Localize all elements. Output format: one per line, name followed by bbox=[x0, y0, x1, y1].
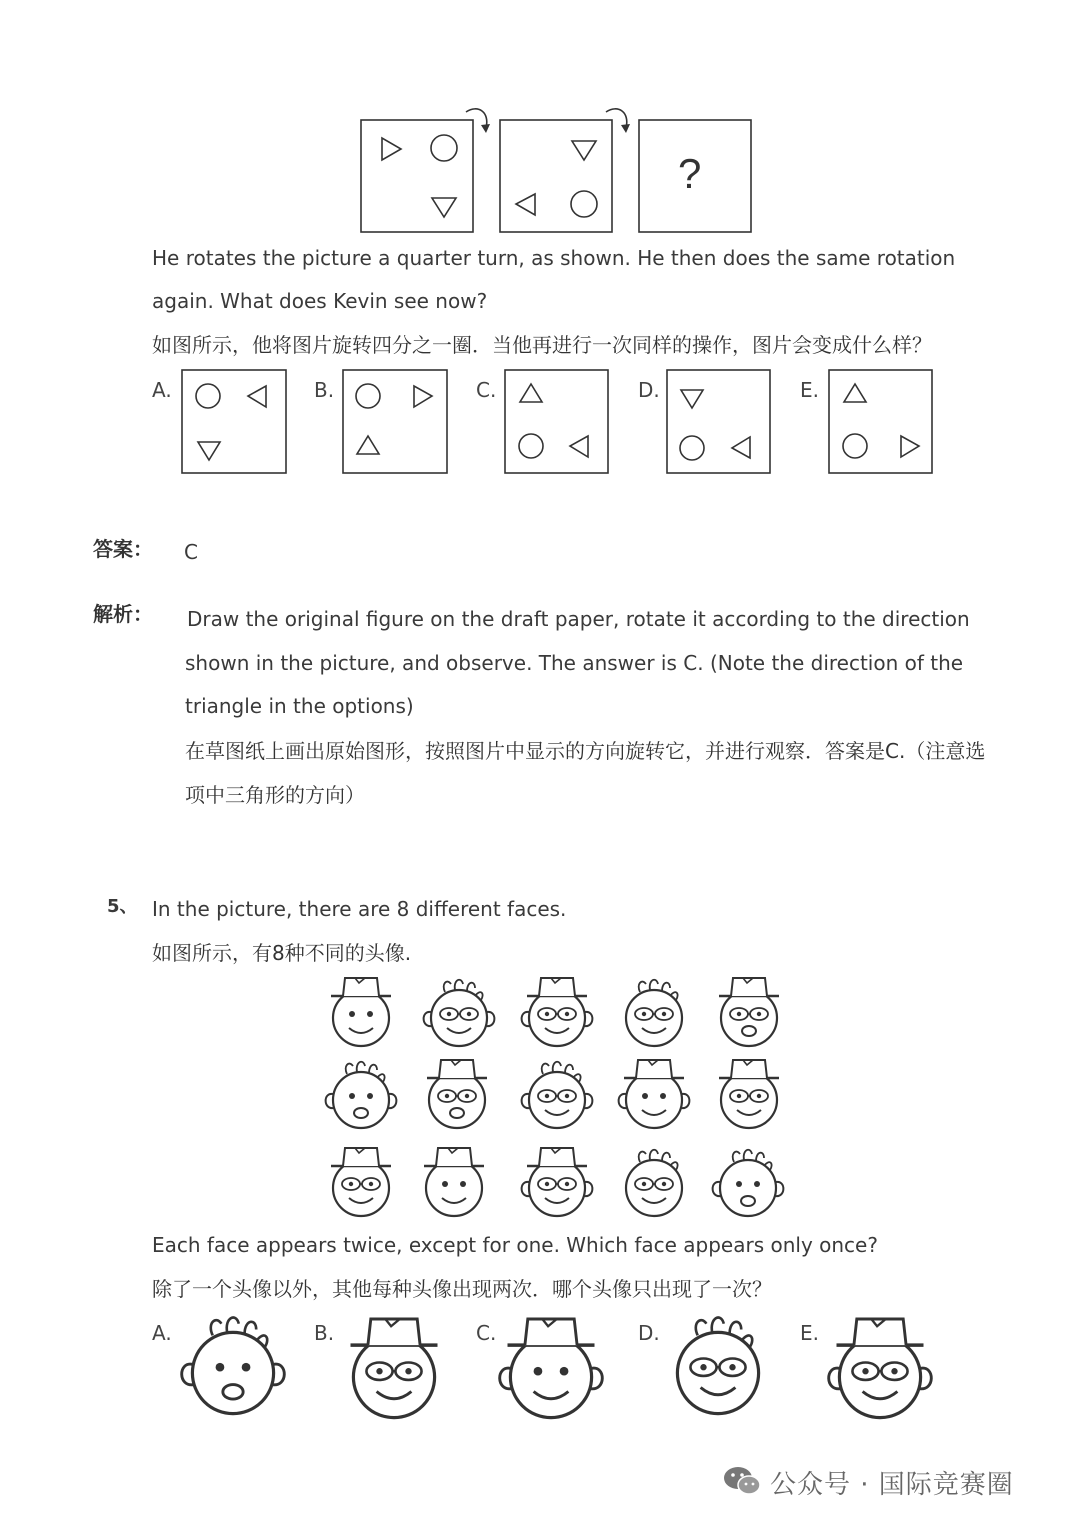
q5-option-c-label: C. bbox=[476, 1321, 497, 1345]
q5-option-d[interactable] bbox=[677, 1318, 758, 1414]
q4-option-a[interactable] bbox=[182, 370, 286, 473]
q4-option-a-label: A. bbox=[152, 378, 172, 402]
analysis-zh-2: 项中三角形的方向） bbox=[185, 783, 365, 807]
q5-text-en-1: In the picture, there are 8 different faces. bbox=[152, 897, 567, 921]
triangle-right bbox=[382, 138, 401, 160]
q4-option-b[interactable] bbox=[343, 370, 447, 473]
circle bbox=[431, 135, 457, 161]
face-r1-c3 bbox=[522, 978, 593, 1046]
wechat-icon bbox=[722, 1464, 762, 1498]
q4-option-b-label: B. bbox=[314, 378, 335, 402]
face-r1-c1 bbox=[331, 978, 391, 1046]
face-r3-c3 bbox=[522, 1148, 593, 1216]
q5-text-zh-1: 如图所示，有8种不同的头像. bbox=[152, 941, 412, 965]
q5-option-e[interactable] bbox=[829, 1319, 932, 1418]
triangle-left bbox=[516, 194, 535, 215]
q4-text-en-1: He rotates the picture a quarter turn, as shown. He then does the same rotation bbox=[152, 246, 956, 270]
q5-text-zh-2: 除了一个头像以外，其他每种头像出现两次．哪个头像只出现了一次？ bbox=[152, 1277, 772, 1301]
sequence-box-2 bbox=[500, 120, 612, 232]
analysis-title: 解析： bbox=[93, 602, 153, 626]
analysis-zh-1: 在草图纸上画出原始图形，按照图片中显示的方向旋转它，并进行观察．答案是C.（注意选 bbox=[185, 739, 986, 763]
q5-options bbox=[0, 1305, 1080, 1435]
q4-option-e[interactable] bbox=[829, 370, 932, 473]
face-r2-c3 bbox=[522, 1062, 593, 1128]
face-r2-c4 bbox=[619, 1060, 690, 1128]
q5-number: 5、 bbox=[107, 896, 138, 917]
triangle-down bbox=[432, 198, 456, 217]
q4-options bbox=[0, 360, 1080, 500]
watermark-text: 公众号 · 国际竞赛圈 bbox=[770, 1470, 1014, 1500]
circle bbox=[571, 191, 597, 217]
face-r3-c1 bbox=[331, 1148, 391, 1216]
q5-option-a[interactable] bbox=[182, 1318, 285, 1414]
q5-option-e-label: E. bbox=[800, 1321, 819, 1345]
face-r2-c1 bbox=[326, 1062, 397, 1128]
answer-value: C bbox=[184, 540, 198, 564]
q4-text-zh: 如图所示，他将图片旋转四分之一圈．当他再进行一次同样的操作，图片会变成什么样？ bbox=[152, 333, 932, 357]
question-mark: ? bbox=[678, 150, 702, 197]
q4-option-e-label: E. bbox=[800, 378, 819, 402]
q4-text-en-2: again. What does Kevin see now? bbox=[152, 289, 488, 313]
face-r1-c5 bbox=[719, 978, 779, 1046]
face-r2-c2 bbox=[427, 1060, 487, 1128]
q5-option-b-label: B. bbox=[314, 1321, 335, 1345]
face-r3-c4 bbox=[626, 1150, 682, 1216]
q4-option-d-label: D. bbox=[638, 378, 660, 402]
face-r1-c4 bbox=[626, 980, 682, 1046]
analysis-en-1: Draw the original figure on the draft paper, rotate it according to the direction bbox=[187, 607, 970, 631]
analysis-en-3: triangle in the options) bbox=[185, 694, 414, 718]
q5-text-en-2: Each face appears twice, except for one. Which face appears only once? bbox=[152, 1233, 878, 1257]
face-r3-c2 bbox=[424, 1148, 484, 1216]
q5-option-b[interactable] bbox=[351, 1319, 438, 1418]
face-grid bbox=[0, 975, 1080, 1235]
sequence-box-1 bbox=[361, 120, 473, 232]
q5-option-a-label: A. bbox=[152, 1321, 172, 1345]
face-r2-c5 bbox=[719, 1060, 779, 1128]
q4-option-c-label: C. bbox=[476, 378, 497, 402]
face-r3-c5 bbox=[713, 1150, 784, 1216]
answer-title: 答案： bbox=[93, 537, 153, 561]
triangle-down bbox=[572, 141, 596, 160]
q4-option-d[interactable] bbox=[667, 370, 770, 473]
q4-option-c[interactable] bbox=[505, 370, 608, 473]
analysis-en-2: shown in the picture, and observe. The answer is C. (Note the direction of the bbox=[185, 651, 964, 675]
q5-option-d-label: D. bbox=[638, 1321, 660, 1345]
face-r1-c2 bbox=[424, 980, 495, 1046]
q5-option-c[interactable] bbox=[500, 1319, 603, 1418]
